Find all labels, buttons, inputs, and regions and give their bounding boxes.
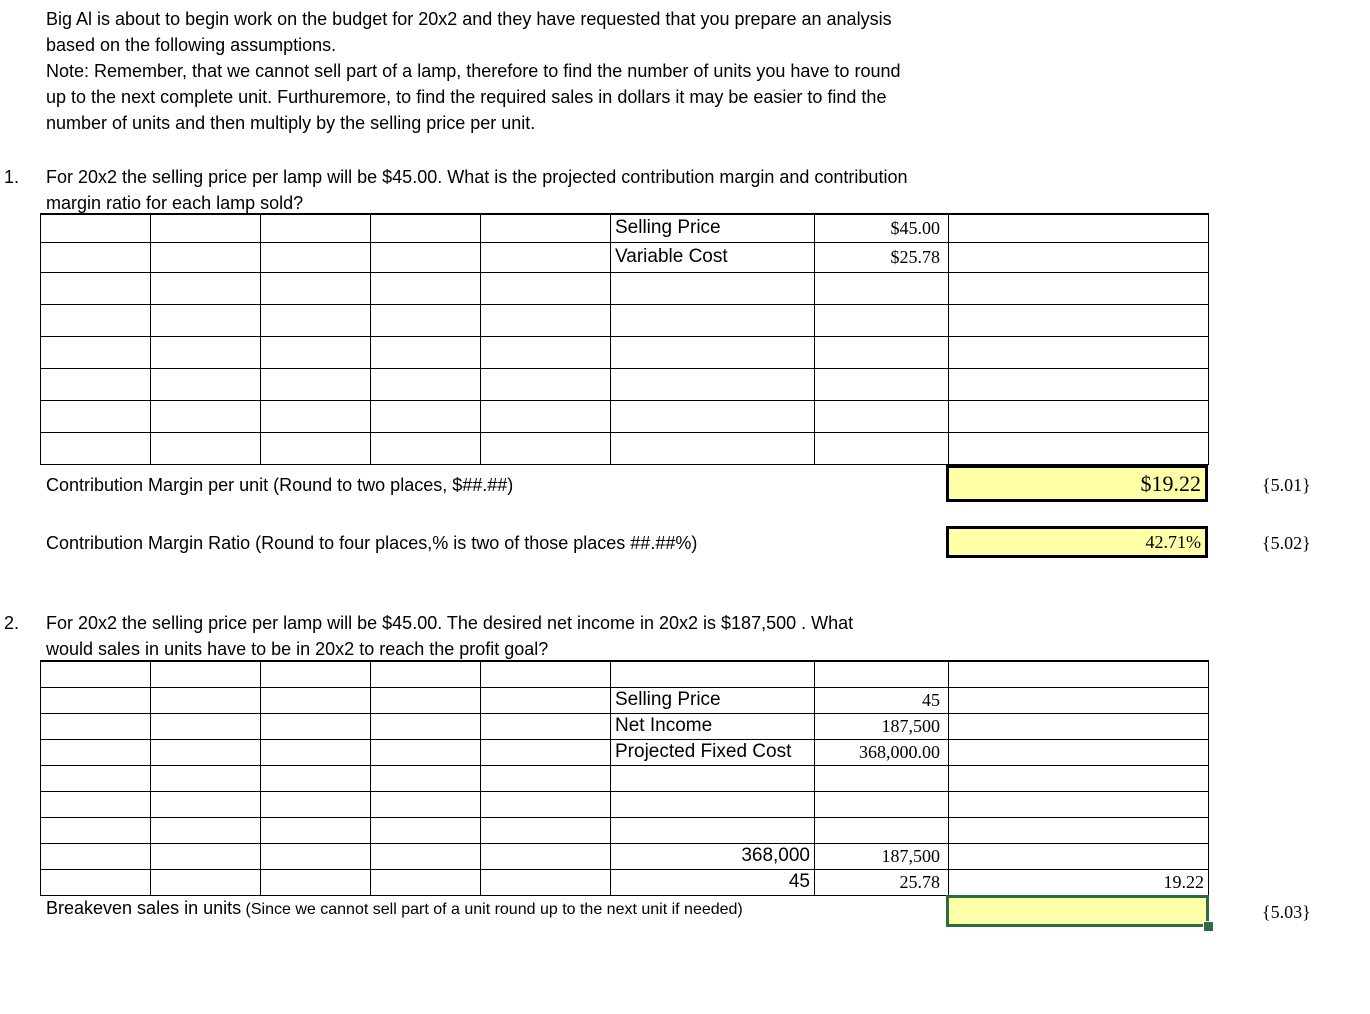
variable-cost-label[interactable]: Variable Cost: [611, 242, 815, 272]
grid-cell[interactable]: [41, 432, 151, 464]
grid-cell[interactable]: [151, 272, 261, 304]
q2-question-line: would sales in units have to be in 20x2 to reach the profit goal?: [46, 639, 549, 659]
grid-cell[interactable]: [261, 765, 371, 791]
breakeven-ref: {5.03}: [1262, 902, 1311, 922]
grid-cell[interactable]: [949, 304, 1209, 336]
grid-cell[interactable]: [815, 661, 949, 687]
q1-question: [46, 164, 907, 216]
grid-cell[interactable]: [41, 272, 151, 304]
grid-cell[interactable]: [371, 368, 481, 400]
grid-cell[interactable]: [371, 242, 481, 272]
grid-cell[interactable]: [949, 336, 1209, 368]
grid-cell[interactable]: [261, 272, 371, 304]
cm-per-unit-label: Contribution Margin per unit (Round to two places, $##.##): [46, 475, 514, 495]
grid-cell[interactable]: [611, 304, 815, 336]
grid-cell[interactable]: [151, 304, 261, 336]
grid-cell[interactable]: [481, 242, 611, 272]
grid-cell[interactable]: [261, 336, 371, 368]
grid-cell[interactable]: [261, 791, 371, 817]
grid-cell[interactable]: [41, 843, 151, 869]
grid-cell[interactable]: [371, 304, 481, 336]
calc-fixed-cost[interactable]: 368,000: [611, 843, 815, 869]
grid-cell[interactable]: [949, 843, 1209, 869]
grid-cell[interactable]: [815, 432, 949, 464]
grid-cell[interactable]: [151, 739, 261, 765]
grid-cell[interactable]: [949, 687, 1209, 713]
grid-cell[interactable]: [481, 368, 611, 400]
grid-cell[interactable]: [481, 687, 611, 713]
grid-cell[interactable]: [611, 272, 815, 304]
grid-cell[interactable]: [371, 272, 481, 304]
grid-cell[interactable]: [815, 272, 949, 304]
grid-cell[interactable]: [481, 400, 611, 432]
grid-cell[interactable]: [611, 791, 815, 817]
calc-cm-per-unit[interactable]: 19.22: [949, 869, 1209, 895]
grid-cell[interactable]: [151, 843, 261, 869]
grid-cell[interactable]: [481, 214, 611, 242]
q1-question-line: margin ratio for each lamp sold?: [46, 193, 304, 213]
breakeven-label: [46, 898, 743, 919]
calc-selling-price[interactable]: 45: [611, 869, 815, 895]
grid-cell[interactable]: [815, 791, 949, 817]
grid-cell[interactable]: [611, 661, 815, 687]
grid-cell[interactable]: [41, 242, 151, 272]
grid-cell[interactable]: [949, 713, 1209, 739]
breakeven-answer-cell[interactable]: [946, 895, 1209, 927]
grid-cell[interactable]: [611, 400, 815, 432]
grid-cell[interactable]: [949, 765, 1209, 791]
grid-cell[interactable]: [261, 817, 371, 843]
selling-price-value[interactable]: $45.00: [815, 214, 949, 242]
grid-cell[interactable]: [151, 869, 261, 895]
q2-net-income-value[interactable]: 187,500: [815, 713, 949, 739]
grid-cell[interactable]: [815, 304, 949, 336]
grid-cell[interactable]: [261, 304, 371, 336]
grid-cell[interactable]: [151, 817, 261, 843]
grid-cell[interactable]: [949, 400, 1209, 432]
selling-price-label[interactable]: Selling Price: [611, 214, 815, 242]
grid-cell[interactable]: [949, 739, 1209, 765]
grid-cell[interactable]: [151, 400, 261, 432]
q2-worksheet-grid: [40, 660, 1209, 896]
grid-cell[interactable]: [41, 304, 151, 336]
grid-cell[interactable]: [371, 843, 481, 869]
fill-handle[interactable]: [1203, 921, 1214, 932]
grid-cell[interactable]: [41, 661, 151, 687]
grid-cell[interactable]: [815, 368, 949, 400]
grid-cell[interactable]: [815, 817, 949, 843]
grid-cell[interactable]: [815, 400, 949, 432]
grid-cell[interactable]: [41, 713, 151, 739]
grid-cell[interactable]: [611, 817, 815, 843]
grid-cell[interactable]: [371, 214, 481, 242]
grid-cell[interactable]: [371, 432, 481, 464]
grid-cell[interactable]: [481, 272, 611, 304]
grid-cell[interactable]: [151, 765, 261, 791]
q1-number: 1.: [4, 167, 20, 187]
intro-line: based on the following assumptions.: [46, 35, 337, 55]
cm-ref: {5.01}: [1262, 475, 1311, 495]
grid-cell[interactable]: [481, 791, 611, 817]
grid-cell[interactable]: [41, 336, 151, 368]
calc-net-income[interactable]: 187,500: [815, 843, 949, 869]
grid-cell[interactable]: [815, 765, 949, 791]
grid-cell[interactable]: [151, 791, 261, 817]
grid-cell[interactable]: [41, 739, 151, 765]
grid-cell[interactable]: [151, 368, 261, 400]
grid-cell[interactable]: [41, 214, 151, 242]
intro-line: Note: Remember, that we cannot sell part of a lamp, therefore to find the number of units you have to round: [46, 61, 901, 81]
grid-cell[interactable]: [949, 272, 1209, 304]
grid-cell[interactable]: [949, 817, 1209, 843]
grid-cell[interactable]: [261, 368, 371, 400]
grid-cell[interactable]: [371, 400, 481, 432]
grid-cell[interactable]: [261, 739, 371, 765]
grid-cell[interactable]: [41, 765, 151, 791]
intro-line: number of units and then multiply by the selling price per unit.: [46, 113, 536, 133]
grid-cell[interactable]: [261, 432, 371, 464]
grid-cell[interactable]: [371, 869, 481, 895]
grid-cell[interactable]: [41, 791, 151, 817]
grid-cell[interactable]: [151, 214, 261, 242]
grid-cell[interactable]: [611, 432, 815, 464]
grid-cell[interactable]: [481, 869, 611, 895]
intro-paragraph: [46, 6, 900, 136]
q2-question-line: For 20x2 the selling price per lamp will be $45.00. The desired net income in 20x2 is $187,500 . What: [46, 613, 854, 633]
grid-cell[interactable]: [949, 432, 1209, 464]
grid-cell[interactable]: [815, 336, 949, 368]
grid-cell[interactable]: [151, 242, 261, 272]
grid-cell[interactable]: [151, 713, 261, 739]
grid-cell[interactable]: [151, 661, 261, 687]
q1-worksheet-grid: [40, 213, 1209, 465]
grid-cell[interactable]: [41, 687, 151, 713]
grid-cell[interactable]: [481, 432, 611, 464]
grid-cell[interactable]: [371, 765, 481, 791]
grid-cell[interactable]: [371, 336, 481, 368]
grid-cell[interactable]: [481, 765, 611, 791]
q2-fixed-cost-value[interactable]: 368,000.00: [815, 739, 949, 765]
grid-cell[interactable]: [261, 869, 371, 895]
q2-fixed-cost-label[interactable]: Projected Fixed Cost: [611, 739, 815, 765]
grid-cell[interactable]: [481, 843, 611, 869]
breakeven-label-note: (Since we cannot sell part of a unit round up to the next unit if needed): [241, 901, 743, 918]
grid-cell[interactable]: [371, 713, 481, 739]
grid-cell[interactable]: [949, 242, 1209, 272]
grid-cell[interactable]: [41, 869, 151, 895]
grid-cell[interactable]: [481, 713, 611, 739]
grid-cell[interactable]: [261, 687, 371, 713]
grid-cell[interactable]: [949, 661, 1209, 687]
grid-cell[interactable]: [151, 336, 261, 368]
grid-cell[interactable]: [949, 791, 1209, 817]
cmr-ref: {5.02}: [1262, 533, 1311, 553]
grid-cell[interactable]: [261, 214, 371, 242]
grid-cell[interactable]: [481, 304, 611, 336]
grid-cell[interactable]: [611, 336, 815, 368]
grid-cell[interactable]: [261, 843, 371, 869]
intro-line: Big Al is about to begin work on the budget for 20x2 and they have requested that you prepare an analysis: [46, 9, 892, 29]
grid-cell[interactable]: [41, 368, 151, 400]
grid-cell[interactable]: [481, 817, 611, 843]
grid-cell[interactable]: [151, 687, 261, 713]
grid-cell[interactable]: [949, 368, 1209, 400]
q1-question-line: For 20x2 the selling price per lamp will be $45.00. What is the projected contribution margin and contribution: [46, 167, 908, 187]
cm-ratio-answer[interactable]: 42.71%: [946, 526, 1208, 558]
q2-question: [46, 610, 853, 662]
grid-cell[interactable]: [261, 400, 371, 432]
q2-net-income-label[interactable]: Net Income: [611, 713, 815, 739]
q2-selling-price-label[interactable]: Selling Price: [611, 687, 815, 713]
grid-cell[interactable]: [261, 713, 371, 739]
grid-cell[interactable]: [261, 242, 371, 272]
q2-number: 2.: [4, 613, 20, 633]
grid-cell[interactable]: [481, 661, 611, 687]
grid-cell[interactable]: [481, 336, 611, 368]
grid-cell[interactable]: [371, 739, 481, 765]
intro-line: up to the next complete unit. Furthuremore, to find the required sales in dollars it may be easier to find the: [46, 87, 887, 107]
grid-cell[interactable]: [371, 791, 481, 817]
calc-variable-cost[interactable]: 25.78: [815, 869, 949, 895]
grid-cell[interactable]: [481, 739, 611, 765]
grid-cell[interactable]: [151, 432, 261, 464]
grid-cell[interactable]: [41, 400, 151, 432]
breakeven-label-main: Breakeven sales in units: [46, 898, 242, 918]
q2-selling-price-value[interactable]: 45: [815, 687, 949, 713]
grid-cell[interactable]: [371, 661, 481, 687]
cm-per-unit-answer[interactable]: $19.22: [946, 465, 1208, 502]
grid-cell[interactable]: [949, 214, 1209, 242]
grid-cell[interactable]: [261, 661, 371, 687]
grid-cell[interactable]: [371, 687, 481, 713]
cm-ratio-label: Contribution Margin Ratio (Round to four places,% is two of those places ##.##%): [46, 533, 698, 553]
grid-cell[interactable]: [371, 817, 481, 843]
variable-cost-value[interactable]: $25.78: [815, 242, 949, 272]
grid-cell[interactable]: [611, 765, 815, 791]
grid-cell[interactable]: [611, 368, 815, 400]
grid-cell[interactable]: [41, 817, 151, 843]
